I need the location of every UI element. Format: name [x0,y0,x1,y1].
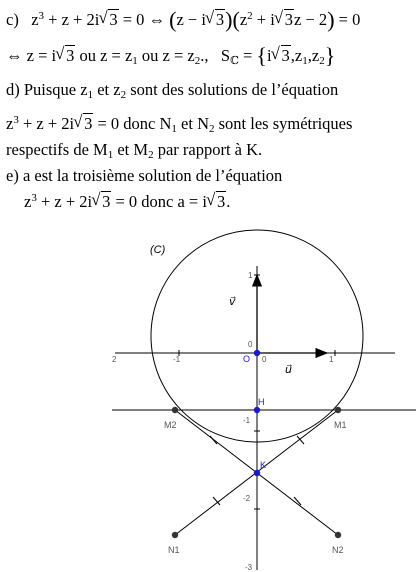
point-n1 [172,532,178,538]
y-tick-m3: -3 [245,563,253,572]
x-zero-label: 0 [262,355,267,364]
point-k [254,470,260,476]
eq-text: = 0 donc a = i [111,192,207,211]
eq-text: ou z = z [137,46,195,65]
point-k-label: K [260,460,267,470]
paren: ( [169,7,177,32]
sqrt-symbol [99,10,118,30]
root-value: 3 [216,192,226,211]
root-value: 3 [215,10,225,29]
y-tick-m2: -2 [243,494,251,503]
eq-text: z [24,192,32,211]
root-value: 3 [66,46,75,65]
eq-text: ⇔ z = i [6,46,57,65]
point-m2-label: M2 [164,420,177,430]
eq-text: + z + 2i [36,192,93,211]
sup: 3 [38,10,45,22]
eq-text: sont des solutions de l’équation [126,80,339,99]
paren: ) [327,7,335,32]
eq-text: ou z = z [75,46,133,65]
eq-text: et N [176,114,209,133]
part-e-line [6,166,282,186]
point-n1-label: N1 [168,545,180,555]
sup: 2 [247,10,253,22]
equation-line-5 [6,140,262,160]
eq-text: z [6,114,14,133]
eq-text: = 0 [334,10,361,29]
sub: 1 [87,89,94,101]
point-h-label: H [258,397,265,407]
eq-text: i [266,46,272,65]
sub: 2 [319,55,325,67]
sqrt-symbol [272,46,291,66]
y-zero-label: 0 [248,340,253,349]
sqrt-symbol [92,192,111,212]
eq-text: . [226,192,231,211]
eq-text: = 0 donc N [93,114,172,133]
point-n2-label: N2 [332,545,344,555]
brace: { [256,43,267,68]
brace: } [324,43,336,68]
equation-line-2 [6,43,336,68]
point-m1 [335,407,341,413]
sub: 2 [194,55,201,67]
tick-mark [210,436,217,444]
eq-text: e) a est la troisième solution de l’équation [6,166,283,185]
sqrt-symbol [207,192,226,212]
root-value: 3 [281,46,290,65]
eq-text: z [239,10,248,29]
sub: 2 [120,89,127,101]
sqrt-symbol [206,10,225,30]
part-d-line [6,80,338,100]
sup: 3 [13,114,19,126]
eq-z: z [31,10,39,29]
point-o [254,350,260,356]
sub: 1 [302,55,308,67]
eq-text: et M [113,140,149,159]
sqrt-symbol [74,114,93,134]
equation-line-c [6,7,361,32]
eq-text: et z [93,80,121,99]
u-label: u⃗ [285,364,292,376]
sub: ℂ [230,55,239,67]
origin-label: O [243,354,251,364]
eq-text: d) Puisque z [6,80,88,99]
eq-text: ,z [290,46,303,65]
sub: 1 [171,123,177,135]
sqrt-symbol [56,46,75,66]
eq-text: + z + 2i [44,10,100,29]
sqrt-symbol [275,10,294,30]
point-h [254,407,260,413]
y-tick-m1: -1 [243,416,251,425]
root-value: 3 [84,114,93,133]
point-n2 [335,532,341,538]
complex-plane-figure [100,228,416,572]
sub: 2 [148,149,154,161]
point-m1-label: M1 [334,420,347,430]
paren: ) [225,7,233,32]
paren: ( [232,7,240,32]
eq-text: respectifs de M [6,140,108,159]
sub: 2 [208,123,215,135]
x-tick-m1: -1 [173,355,181,364]
eq-text: + z + 2i [18,114,75,133]
root-value: 3 [102,192,111,211]
eq-text: ., [200,46,213,65]
sub: 1 [107,149,114,161]
equation-line-7 [24,192,230,212]
y-tick-1: 1 [248,271,253,280]
eq-text: = 0 ⇔ [118,10,170,29]
curve-label: (C) [150,244,166,256]
part-c-label: c) [6,10,19,29]
root-value: 3 [284,10,294,29]
equation-line-4 [6,114,352,134]
eq-text: sont les symétriques [214,114,353,133]
eq-text: z − 2 [294,10,328,29]
point-m2 [172,407,178,413]
sub: 1 [132,55,138,67]
eq-text: ,z [307,46,320,65]
sup: 3 [31,192,37,204]
solution-set-label: S [220,46,231,65]
v-label: v⃗ [229,296,236,308]
x-tick-1: 1 [329,355,334,364]
x-tick-m2: 2 [112,355,117,364]
eq-text: par rapport à K. [153,140,263,159]
eq-text: = [238,46,257,65]
eq-text: z − i [176,10,206,29]
eq-text: + i [252,10,275,29]
root-value: 3 [109,10,118,29]
